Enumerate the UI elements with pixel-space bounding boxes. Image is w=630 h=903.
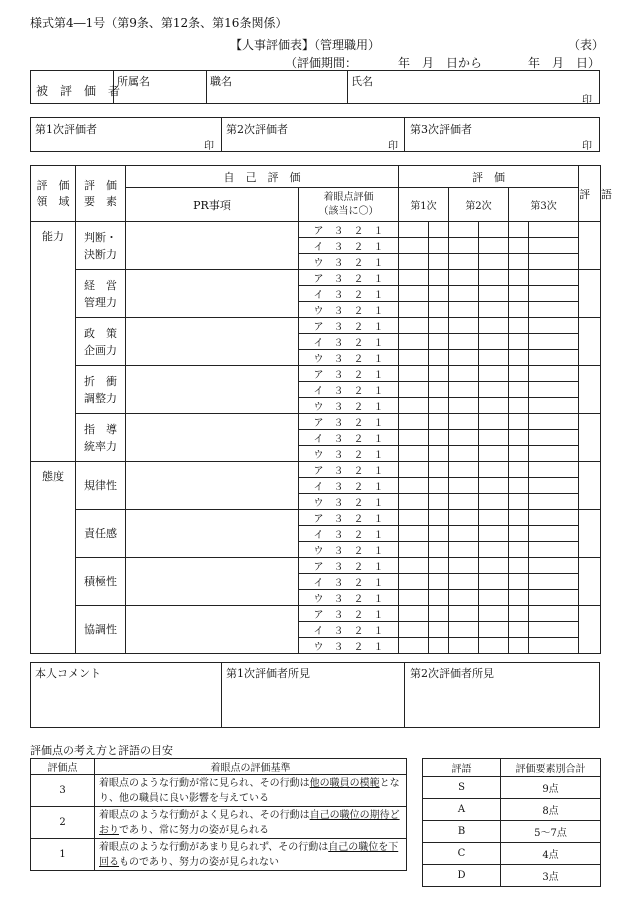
ev3-box[interactable] <box>509 590 529 606</box>
ev2-gap <box>479 222 509 238</box>
focus-mark[interactable]: イ ３ ２ １ <box>299 334 399 350</box>
evaluatee-seal: 印 <box>582 95 592 106</box>
period-to: 年 月 日） <box>528 56 601 70</box>
ev1-box[interactable] <box>429 542 449 558</box>
ev1-gap <box>399 558 429 574</box>
ev2-box[interactable] <box>449 302 479 318</box>
form-reference: 様式第4―1号（第9条、第12条、第16条関係） <box>30 16 288 30</box>
ev3-box[interactable] <box>509 526 529 542</box>
ev2-gap <box>479 318 509 334</box>
total-s: 9点 <box>501 777 601 799</box>
element-cell: 責任感 <box>76 510 126 558</box>
pr-input[interactable] <box>126 270 299 318</box>
ev3-gap <box>529 478 579 494</box>
focus-mark[interactable]: イ ３ ２ １ <box>299 238 399 254</box>
focus-eval-header: 着眼点評価 （該当に〇） <box>299 188 399 222</box>
ev1-gap <box>399 542 429 558</box>
ev2-gap <box>479 334 509 350</box>
ev1-gap <box>399 302 429 318</box>
remarks-input[interactable] <box>579 606 601 654</box>
ev1-box[interactable] <box>429 462 449 478</box>
ev3-box[interactable] <box>509 270 529 286</box>
rating-grade-header: 評語 <box>423 759 501 777</box>
table-row <box>31 222 601 238</box>
ev2-box[interactable] <box>449 462 479 478</box>
score-2: 2 <box>31 807 95 839</box>
score-3: 3 <box>31 775 95 807</box>
ev2-gap <box>479 606 509 622</box>
ev3-box[interactable] <box>509 478 529 494</box>
criteria-3: 着眼点のような行動が常に見られ、その行動は他の職員の模範となり、他の職員に良い影響を与えている <box>95 775 407 807</box>
focus-mark[interactable]: ア ３ ２ １ <box>299 414 399 430</box>
ev1-box[interactable] <box>429 638 449 654</box>
ev1-gap <box>399 526 429 542</box>
ev3-gap <box>529 302 579 318</box>
ev3-gap <box>529 286 579 302</box>
comments-box <box>30 662 600 728</box>
remarks-input[interactable] <box>579 270 601 318</box>
ev3-gap <box>529 494 579 510</box>
ev2-gap <box>479 398 509 414</box>
ev3-gap <box>529 222 579 238</box>
focus-mark[interactable]: ウ ３ ２ １ <box>299 446 399 462</box>
element-cell: 判断・ 決断力 <box>76 222 126 270</box>
ev3-box[interactable] <box>509 430 529 446</box>
ev3-box[interactable] <box>509 606 529 622</box>
ev3-gap <box>529 622 579 638</box>
ev1-gap <box>399 638 429 654</box>
ev1-box[interactable] <box>429 574 449 590</box>
ev3-gap <box>529 254 579 270</box>
total-d: 3点 <box>501 865 601 887</box>
ev1-box[interactable] <box>429 350 449 366</box>
domain-header: 評 価 領 域 <box>31 166 76 222</box>
focus-mark[interactable]: ウ ３ ２ １ <box>299 590 399 606</box>
focus-mark[interactable]: イ ３ ２ １ <box>299 526 399 542</box>
remarks-input[interactable] <box>579 366 601 414</box>
ev3-box[interactable] <box>509 398 529 414</box>
ev2-gap <box>479 622 509 638</box>
ev2-box[interactable] <box>449 526 479 542</box>
ev2-box[interactable] <box>449 366 479 382</box>
grade-s: S <box>423 777 501 799</box>
page-title: 【人事評価表】（管理職用） <box>230 38 381 52</box>
ev3-box[interactable] <box>509 574 529 590</box>
ev1-gap <box>399 238 429 254</box>
dept-label: 所属名 <box>117 75 150 88</box>
ev3-gap <box>529 542 579 558</box>
pr-input[interactable] <box>126 222 299 270</box>
table-row <box>31 510 601 526</box>
ev3-box[interactable] <box>509 414 529 430</box>
ev2-gap <box>479 238 509 254</box>
second-evaluator-opinion-label: 第2次評価者所見 <box>410 667 494 680</box>
table-row <box>31 462 601 478</box>
ev3-gap <box>529 366 579 382</box>
element-cell: 折 衝 調整力 <box>76 366 126 414</box>
ev2-box[interactable] <box>449 574 479 590</box>
ev2-gap <box>479 302 509 318</box>
ev1-box[interactable] <box>429 318 449 334</box>
table-row <box>31 318 601 334</box>
ev2-box[interactable] <box>449 318 479 334</box>
ev1-gap <box>399 254 429 270</box>
table-row <box>31 270 601 286</box>
ev1-gap <box>399 350 429 366</box>
ev1-gap <box>399 590 429 606</box>
ev1-gap <box>399 622 429 638</box>
ev3-gap <box>529 590 579 606</box>
post-label: 職名 <box>210 75 232 88</box>
ev3-box[interactable] <box>509 318 529 334</box>
pr-header: PR事項 <box>126 188 299 222</box>
rating-total-header: 評価要素別合計 <box>501 759 601 777</box>
ev2-gap <box>479 350 509 366</box>
ev2-box[interactable] <box>449 414 479 430</box>
ev2-gap <box>479 430 509 446</box>
self-eval-header: 自 己 評 価 <box>126 166 399 188</box>
remarks-input[interactable] <box>579 510 601 558</box>
ev2-box[interactable] <box>449 334 479 350</box>
evaluator-1-label: 第1次評価者 <box>35 123 97 136</box>
element-header: 評 価 要 素 <box>76 166 126 222</box>
ev1-gap <box>399 414 429 430</box>
period-from: 年 月 日から <box>398 56 483 70</box>
element-cell: 積極性 <box>76 558 126 606</box>
ev1-box[interactable] <box>429 590 449 606</box>
evaluator-1-seal: 印 <box>204 141 214 152</box>
ev1-gap <box>399 382 429 398</box>
ev2-box[interactable] <box>449 478 479 494</box>
ev3-gap <box>529 430 579 446</box>
ev2-gap <box>479 574 509 590</box>
remarks-input[interactable] <box>579 222 601 270</box>
ev3-gap <box>529 398 579 414</box>
ev1-box[interactable] <box>429 446 449 462</box>
ev3-box[interactable] <box>509 638 529 654</box>
ev1-box[interactable] <box>429 606 449 622</box>
element-cell: 協調性 <box>76 606 126 654</box>
ev1-box[interactable] <box>429 526 449 542</box>
focus-mark[interactable]: ア ３ ２ １ <box>299 318 399 334</box>
ev3-gap <box>529 446 579 462</box>
ev1-gap <box>399 334 429 350</box>
focus-mark[interactable]: イ ３ ２ １ <box>299 382 399 398</box>
ev1-gap <box>399 606 429 622</box>
pr-input[interactable] <box>126 510 299 558</box>
ev2-gap <box>479 414 509 430</box>
ev1-box[interactable] <box>429 510 449 526</box>
pr-input[interactable] <box>126 462 299 510</box>
ev3-box[interactable] <box>509 366 529 382</box>
element-cell: 政 策 企画力 <box>76 318 126 366</box>
table-row <box>31 606 601 622</box>
focus-mark[interactable]: ア ３ ２ １ <box>299 558 399 574</box>
remarks-input[interactable] <box>579 318 601 366</box>
ev3-box[interactable] <box>509 350 529 366</box>
period-label: （評価期間： <box>285 56 358 70</box>
ev1-box[interactable] <box>429 398 449 414</box>
ev3-gap <box>529 238 579 254</box>
focus-mark[interactable]: ア ３ ２ １ <box>299 270 399 286</box>
ev3-gap <box>529 334 579 350</box>
remarks-header: 評 語 <box>579 166 601 222</box>
focus-mark[interactable]: ウ ３ ２ １ <box>299 254 399 270</box>
evaluator-3-label: 第3次評価者 <box>410 123 472 136</box>
ev1-gap <box>399 398 429 414</box>
rating-table <box>422 758 601 887</box>
ev2-box[interactable] <box>449 622 479 638</box>
ev2-box[interactable] <box>449 638 479 654</box>
ev1-gap <box>399 574 429 590</box>
ev3-gap <box>529 462 579 478</box>
grade-c: C <box>423 843 501 865</box>
criteria-2: 着眼点のような行動がよく見られ、その行動は自己の職位の期待どおりであり、常に努力の姿が見られる <box>95 807 407 839</box>
ev3-gap <box>529 638 579 654</box>
focus-mark[interactable]: ア ３ ２ １ <box>299 366 399 382</box>
ev2-gap <box>479 366 509 382</box>
remarks-input[interactable] <box>579 414 601 462</box>
ev2-gap <box>479 510 509 526</box>
ev3-header: 第3次 <box>509 188 579 222</box>
focus-mark[interactable]: ウ ３ ２ １ <box>299 398 399 414</box>
ev2-gap <box>479 542 509 558</box>
ev2-box[interactable] <box>449 510 479 526</box>
ev3-box[interactable] <box>509 446 529 462</box>
ev2-gap <box>479 446 509 462</box>
ev2-box[interactable] <box>449 238 479 254</box>
ev3-box[interactable] <box>509 334 529 350</box>
total-c: 4点 <box>501 843 601 865</box>
ev2-gap <box>479 254 509 270</box>
criteria-table <box>30 758 407 871</box>
ev2-box[interactable] <box>449 606 479 622</box>
element-cell: 経 営 管理力 <box>76 270 126 318</box>
ev2-box[interactable] <box>449 398 479 414</box>
ev3-box[interactable] <box>509 510 529 526</box>
focus-mark[interactable]: イ ３ ２ １ <box>299 478 399 494</box>
focus-mark[interactable]: ア ３ ２ １ <box>299 462 399 478</box>
table-row <box>31 366 601 382</box>
focus-mark[interactable]: イ ３ ２ １ <box>299 430 399 446</box>
score-header: 評価点 <box>31 759 95 775</box>
ev1-box[interactable] <box>429 238 449 254</box>
ev1-box[interactable] <box>429 414 449 430</box>
evaluator-3-seal: 印 <box>582 141 592 152</box>
ev1-gap <box>399 446 429 462</box>
remarks-input[interactable] <box>579 462 601 510</box>
first-evaluator-opinion-label: 第1次評価者所見 <box>226 667 310 680</box>
criteria-1: 着眼点のような行動があまり見られず、その行動は自己の職位を下回るものであり、努力の姿が見られない <box>95 839 407 871</box>
ev2-gap <box>479 558 509 574</box>
element-cell: 指 導 統率力 <box>76 414 126 462</box>
ev2-gap <box>479 462 509 478</box>
ev2-gap <box>479 494 509 510</box>
score-1: 1 <box>31 839 95 871</box>
grade-a: A <box>423 799 501 821</box>
ev2-gap <box>479 270 509 286</box>
table-row <box>31 414 601 430</box>
pr-input[interactable] <box>126 366 299 414</box>
ev2-box[interactable] <box>449 254 479 270</box>
table-row <box>31 558 601 574</box>
evaluator-2-label: 第2次評価者 <box>226 123 288 136</box>
ev1-box[interactable] <box>429 286 449 302</box>
ev2-box[interactable] <box>449 270 479 286</box>
ev2-box[interactable] <box>449 558 479 574</box>
ev1-gap <box>399 286 429 302</box>
ev2-gap <box>479 382 509 398</box>
ev3-gap <box>529 558 579 574</box>
ev3-box[interactable] <box>509 494 529 510</box>
focus-mark[interactable]: ウ ３ ２ １ <box>299 302 399 318</box>
domain-cell: 能力 <box>31 222 76 462</box>
table-mark: （表） <box>568 38 605 52</box>
ev2-box[interactable] <box>449 222 479 238</box>
ev2-box[interactable] <box>449 430 479 446</box>
ev3-gap <box>529 382 579 398</box>
focus-mark[interactable]: ア ３ ２ １ <box>299 606 399 622</box>
ev3-gap <box>529 350 579 366</box>
domain-cell: 態度 <box>31 462 76 654</box>
ev1-box[interactable] <box>429 254 449 270</box>
ev2-box[interactable] <box>449 542 479 558</box>
grade-b: B <box>423 821 501 843</box>
ev1-box[interactable] <box>429 366 449 382</box>
name-label: 氏名 <box>351 75 373 88</box>
pr-input[interactable] <box>126 318 299 366</box>
ev3-box[interactable] <box>509 462 529 478</box>
ev1-box[interactable] <box>429 382 449 398</box>
evaluators-box <box>30 117 600 152</box>
remarks-input[interactable] <box>579 558 601 606</box>
ev2-gap <box>479 478 509 494</box>
ev3-gap <box>529 574 579 590</box>
ev1-gap <box>399 366 429 382</box>
total-b: 5〜7点 <box>501 821 601 843</box>
ev3-gap <box>529 414 579 430</box>
evaluation-header: 評 価 <box>399 166 579 188</box>
ev3-gap <box>529 270 579 286</box>
ev1-box[interactable] <box>429 334 449 350</box>
ev2-gap <box>479 526 509 542</box>
ev3-gap <box>529 318 579 334</box>
ev3-box[interactable] <box>509 286 529 302</box>
evaluator-2-seal: 印 <box>388 141 398 152</box>
ev1-box[interactable] <box>429 478 449 494</box>
ev1-gap <box>399 478 429 494</box>
ev2-gap <box>479 590 509 606</box>
focus-mark[interactable]: ア ３ ２ １ <box>299 222 399 238</box>
pr-input[interactable] <box>126 606 299 654</box>
ev3-box[interactable] <box>509 238 529 254</box>
guide-title: 評価点の考え方と評語の目安 <box>30 744 173 757</box>
ev3-box[interactable] <box>509 622 529 638</box>
ev2-box[interactable] <box>449 286 479 302</box>
focus-mark[interactable]: ウ ３ ２ １ <box>299 350 399 366</box>
ev1-box[interactable] <box>429 302 449 318</box>
ev1-box[interactable] <box>429 558 449 574</box>
pr-input[interactable] <box>126 558 299 606</box>
ev3-box[interactable] <box>509 222 529 238</box>
focus-mark[interactable]: ウ ３ ２ １ <box>299 638 399 654</box>
ev1-gap <box>399 430 429 446</box>
ev3-box[interactable] <box>509 382 529 398</box>
focus-mark[interactable]: ア ３ ２ １ <box>299 510 399 526</box>
ev3-gap <box>529 510 579 526</box>
focus-mark[interactable]: ウ ３ ２ １ <box>299 542 399 558</box>
ev2-box[interactable] <box>449 350 479 366</box>
focus-mark[interactable]: イ ３ ２ １ <box>299 622 399 638</box>
criteria-header: 着眼点の評価基準 <box>95 759 407 775</box>
ev1-gap <box>399 494 429 510</box>
ev1-gap <box>399 318 429 334</box>
grade-d: D <box>423 865 501 887</box>
ev3-gap <box>529 526 579 542</box>
ev3-box[interactable] <box>509 558 529 574</box>
ev1-box[interactable] <box>429 430 449 446</box>
focus-mark[interactable]: ウ ３ ２ １ <box>299 494 399 510</box>
ev1-box[interactable] <box>429 222 449 238</box>
evaluation-grid <box>30 165 613 654</box>
ev1-gap <box>399 510 429 526</box>
ev3-gap <box>529 606 579 622</box>
focus-mark[interactable]: イ ３ ２ １ <box>299 574 399 590</box>
ev1-gap <box>399 462 429 478</box>
ev2-box[interactable] <box>449 494 479 510</box>
total-a: 8点 <box>501 799 601 821</box>
ev1-box[interactable] <box>429 270 449 286</box>
evaluatee-label: 被 評 価 者 <box>36 84 121 98</box>
self-comment-label: 本人コメント <box>35 667 101 680</box>
ev3-box[interactable] <box>509 254 529 270</box>
ev2-gap <box>479 638 509 654</box>
element-cell: 規律性 <box>76 462 126 510</box>
focus-mark[interactable]: イ ３ ２ １ <box>299 286 399 302</box>
ev2-gap <box>479 286 509 302</box>
ev3-box[interactable] <box>509 302 529 318</box>
ev2-box[interactable] <box>449 446 479 462</box>
ev1-box[interactable] <box>429 622 449 638</box>
ev2-box[interactable] <box>449 590 479 606</box>
ev2-box[interactable] <box>449 382 479 398</box>
ev2-header: 第2次 <box>449 188 509 222</box>
ev1-header: 第1次 <box>399 188 449 222</box>
pr-input[interactable] <box>126 414 299 462</box>
ev3-box[interactable] <box>509 542 529 558</box>
ev1-box[interactable] <box>429 494 449 510</box>
ev1-gap <box>399 270 429 286</box>
ev1-gap <box>399 222 429 238</box>
